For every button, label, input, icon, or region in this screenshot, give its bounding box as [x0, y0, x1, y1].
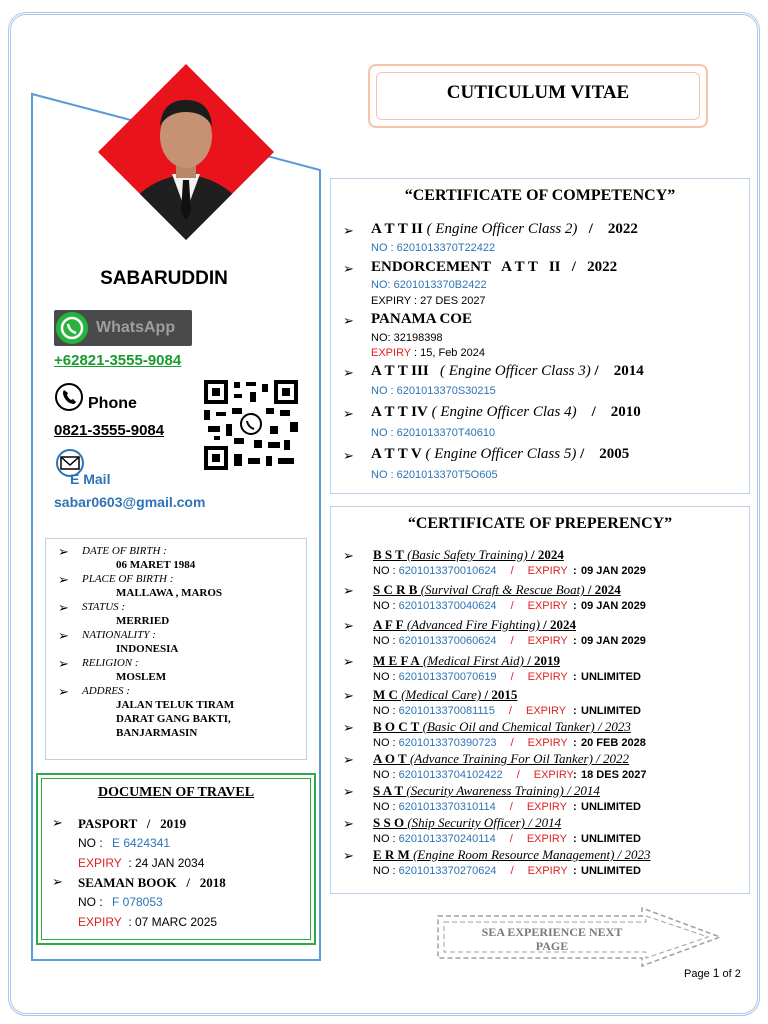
page-number — [684, 966, 741, 980]
seaman-no: F 078053 — [112, 895, 163, 909]
coc-att3-desc: ( Engine Officer Class 3) — [428, 363, 591, 379]
colon: : — [573, 565, 577, 577]
pob-label: PLACE OF BIRTH : — [82, 573, 174, 585]
religion-value: MOSLEM — [116, 671, 167, 683]
cert-year: / 2019 — [523, 653, 561, 668]
cert-number: 6201013370040624 — [398, 600, 497, 612]
proficiency-item-details — [373, 565, 646, 577]
cert-description: (Advanced Fire Fighting) — [403, 617, 540, 632]
bullet-icon: ➢ — [343, 654, 354, 669]
proficiency-item-details — [373, 865, 641, 877]
cert-year: / 2024 — [539, 617, 577, 632]
coc-endorsement-expiry: EXPIRY : 27 DES 2027 — [371, 295, 486, 307]
coc-panama-no: NO: 32198398 — [371, 332, 443, 344]
coc-panama: PANAMA COE — [371, 311, 472, 327]
coc-att4-desc: ( Engine Officer Clas 4) — [427, 404, 577, 420]
bullet-icon: ➢ — [58, 544, 69, 559]
bullet-icon: ➢ — [343, 752, 354, 767]
no-label: NO : — [373, 833, 399, 845]
qr-code-icon — [204, 380, 298, 470]
coc-att5: A T T V — [371, 446, 422, 462]
address-line3: BANJARMASIN — [116, 727, 198, 739]
proficiency-item-details — [373, 833, 641, 845]
coc-endorsement-no: NO: 6201013370B2422 — [371, 279, 487, 291]
cert-number: 6201013370390723 — [398, 737, 497, 749]
separator: / — [510, 565, 514, 577]
colon: : — [573, 635, 577, 647]
cert-code: B O C T — [373, 719, 420, 734]
colon: : — [573, 600, 577, 612]
address-label: ADDRES : — [82, 685, 130, 697]
seaman-expiry: : 07 MARC 2025 — [125, 915, 218, 929]
cert-code: M E F A — [373, 653, 420, 668]
separator: / — [510, 635, 514, 647]
expiry-label: EXPIRY — [527, 565, 568, 577]
cert-description: (Advance Training For Oil Tanker) / 2022 — [406, 751, 630, 766]
travel-documents — [36, 773, 316, 945]
bullet-icon: ➢ — [343, 365, 354, 380]
no-label: NO : — [373, 600, 399, 612]
proficiency-item-details — [373, 737, 646, 749]
cert-description: (Survival Craft & Rescue Boat) — [417, 582, 585, 597]
bullet-icon: ➢ — [343, 688, 354, 703]
colon: : — [573, 671, 577, 683]
cert-number: 6201013370060624 — [398, 635, 497, 647]
coc-att5-no: NO : 6201013370T5O605 — [371, 469, 498, 481]
bullet-icon: ➢ — [343, 313, 354, 328]
expiry-value: UNLIMITED — [581, 705, 641, 717]
seaman-no-label: NO : — [78, 895, 107, 909]
coc-att5-desc: ( Engine Officer Class 5) — [421, 446, 577, 462]
bullet-icon: ➢ — [343, 784, 354, 799]
page-current: 1 — [712, 966, 720, 980]
separator: / — [508, 705, 512, 717]
expiry-label: EXPIRY — [527, 737, 568, 749]
expiry-label: EXPIRY — [526, 833, 567, 845]
phone-icon — [54, 382, 84, 412]
expiry-value: UNLIMITED — [581, 865, 641, 877]
no-label: NO : — [373, 737, 399, 749]
whatsapp-number[interactable]: +62821-3555-9084 — [54, 352, 182, 369]
page-total: 2 — [734, 968, 741, 980]
proficiency-item-details — [373, 600, 646, 612]
title-box — [368, 64, 708, 128]
expiry-value: 09 JAN 2029 — [581, 565, 646, 577]
no-label: NO : — [373, 635, 399, 647]
no-label: NO : — [373, 769, 399, 781]
expiry-value: UNLIMITED — [581, 801, 641, 813]
email-label: E Mail — [70, 471, 111, 487]
cert-code: B S T — [373, 547, 404, 562]
email-address[interactable]: sabar0603@gmail.com — [54, 494, 206, 510]
cert-year: / 2024 — [527, 547, 564, 562]
bullet-icon: ➢ — [58, 572, 69, 587]
cert-code: S C R B — [373, 582, 418, 597]
bullet-icon: ➢ — [52, 815, 63, 830]
coc-panama-expiry — [371, 347, 485, 359]
separator: / — [510, 671, 514, 683]
candidate-name: SABARUDDIN — [100, 268, 228, 289]
bullet-icon: ➢ — [58, 600, 69, 615]
competency-section — [330, 178, 750, 494]
coc-att4-no: NO : 6201013370T40610 — [371, 427, 496, 439]
proficiency-item-details — [373, 769, 647, 781]
status-label: STATUS : — [82, 601, 126, 613]
pob-value: MALLAWA , MAROS — [116, 587, 223, 599]
proficiency-item — [373, 582, 621, 598]
bullet-icon: ➢ — [58, 656, 69, 671]
page-title: CUTICULUM VITAE — [446, 82, 630, 103]
cert-code: S S O — [373, 815, 405, 830]
expiry-value: 20 FEB 2028 — [581, 737, 646, 749]
coc-panama-expiry-label: EXPIRY — [371, 347, 411, 359]
bullet-icon: ➢ — [343, 816, 354, 831]
cert-code: E R M — [373, 847, 410, 862]
expiry-value: 09 JAN 2029 — [581, 635, 646, 647]
bullet-icon: ➢ — [343, 406, 354, 421]
colon: : — [573, 865, 577, 877]
proficiency-item — [373, 751, 629, 767]
proficiency-item — [373, 547, 564, 563]
proficiency-item — [373, 847, 651, 863]
coc-att4-year: / 2010 — [576, 404, 641, 420]
bullet-icon: ➢ — [52, 874, 63, 889]
cert-number: 6201013370070619 — [398, 671, 497, 683]
competency-heading: “CERTIFICATE OF COMPETENCY” — [404, 187, 676, 204]
dob-label: DATE OF BIRTH : — [82, 545, 167, 557]
profile-photo — [96, 62, 276, 242]
travel-heading: DOCUMEN OF TRAVEL — [97, 785, 255, 800]
status-value: MERRIED — [116, 615, 170, 627]
coc-att3: A T T III — [371, 363, 429, 379]
no-label: NO : — [373, 565, 399, 577]
cert-description: (Medical Care) — [397, 687, 482, 702]
expiry-value: 18 DES 2027 — [581, 769, 647, 781]
bullet-icon: ➢ — [343, 618, 354, 633]
coc-att2-desc: ( Engine Officer Class 2) — [422, 221, 578, 237]
proficiency-item — [373, 653, 560, 669]
seaman-expiry-label: EXPIRY — [78, 915, 122, 929]
coc-att2-no: NO : 6201013370T22422 — [371, 242, 496, 254]
bullet-icon: ➢ — [343, 261, 354, 276]
no-label: NO : — [373, 671, 399, 683]
bullet-icon: ➢ — [58, 684, 69, 699]
cert-description: (Medical First Aid) — [419, 653, 524, 668]
separator: / — [510, 600, 514, 612]
cert-number: 6201013370310114 — [398, 801, 496, 813]
passport-no: E 6424341 — [112, 836, 171, 850]
proficiency-item — [373, 687, 517, 703]
cert-code: M C — [373, 687, 398, 702]
colon: : — [573, 705, 577, 717]
address-line2: DARAT GANG BAKTI, — [116, 713, 231, 725]
nationality-value: INDONESIA — [116, 643, 179, 655]
bullet-icon: ➢ — [343, 720, 354, 735]
cert-number: 62010133704102422 — [398, 769, 503, 781]
expiry-value: UNLIMITED — [581, 833, 641, 845]
separator: / — [510, 865, 514, 877]
expiry-label: EXPIRY — [526, 801, 567, 813]
separator: / — [509, 801, 513, 813]
cert-number: 6201013370081115 — [398, 705, 495, 717]
coc-att3-year: / 2014 — [590, 363, 644, 379]
colon: : — [573, 833, 577, 845]
separator: / — [509, 833, 513, 845]
religion-label: RELIGION : — [82, 657, 139, 669]
no-label: NO : — [373, 705, 399, 717]
bullet-icon: ➢ — [343, 448, 354, 463]
coc-att3-no: NO : 6201013370S30215 — [371, 385, 496, 397]
bullet-icon: ➢ — [343, 548, 354, 563]
no-label: NO : — [373, 801, 399, 813]
proficiency-section — [330, 506, 750, 894]
expiry-label: EXPIRY — [527, 635, 568, 647]
whatsapp-badge[interactable] — [54, 310, 192, 346]
nationality-label: NATIONALITY : — [82, 629, 156, 641]
seaman-book-title: SEAMAN BOOK / 2018 — [78, 875, 226, 890]
passport-expiry-label: EXPIRY — [78, 856, 122, 870]
expiry-value: 09 JAN 2029 — [581, 600, 646, 612]
coc-att2: A T T II — [371, 221, 423, 237]
coc-att4: A T T IV — [371, 404, 428, 420]
proficiency-item — [373, 815, 561, 831]
cert-description: (Basic Safety Training) — [403, 547, 528, 562]
bullet-icon: ➢ — [343, 223, 354, 238]
expiry-label: EXPIRY — [527, 600, 568, 612]
cert-description: (Ship Security Officer) / 2014 — [404, 815, 562, 830]
proficiency-item-details — [373, 635, 646, 647]
proficiency-item — [373, 719, 631, 735]
proficiency-heading: “CERTIFICATE OF PREPERENCY” — [407, 515, 673, 532]
expiry-label: EXPIRY — [527, 865, 568, 877]
separator: / — [510, 737, 514, 749]
proficiency-item-details — [373, 671, 641, 683]
whatsapp-label: WhatsApp — [96, 319, 176, 336]
passport-no-label: NO : — [78, 836, 107, 850]
coc-att5-year: / 2005 — [576, 446, 630, 462]
personal-details — [45, 538, 307, 760]
expiry-value: UNLIMITED — [581, 671, 641, 683]
cert-number: 6201013370270624 — [398, 865, 497, 877]
address-line1: JALAN TELUK TIRAM — [116, 699, 235, 711]
next-page-line1: SEA EXPERIENCE NEXT — [481, 925, 623, 939]
cert-number: 6201013370240114 — [398, 833, 496, 845]
cert-description: (Engine Room Resource Management) / 2023 — [409, 847, 651, 862]
proficiency-item-details — [373, 801, 641, 813]
coc-endorsement: ENDORCEMENT A T T II / 2022 — [371, 259, 618, 275]
bullet-icon: ➢ — [343, 583, 354, 598]
next-page-line2: PAGE — [535, 939, 569, 953]
page-prefix: Page — [684, 968, 713, 980]
cert-code: A O T — [373, 751, 407, 766]
colon: : — [573, 769, 577, 781]
dob-value: 06 MARET 1984 — [116, 559, 196, 571]
cert-number: 6201013370010624 — [398, 565, 497, 577]
cert-description: (Basic Oil and Chemical Tanker) / 2023 — [419, 719, 631, 734]
whatsapp-icon — [56, 312, 88, 344]
bullet-icon: ➢ — [343, 848, 354, 863]
no-label: NO : — [373, 865, 399, 877]
expiry-label: EXPIRY — [527, 671, 568, 683]
proficiency-item — [373, 783, 600, 799]
cert-year: / 2024 — [584, 582, 621, 597]
coc-att2-year: / 2022 — [577, 221, 638, 237]
expiry-label: EXPIRY — [525, 705, 567, 717]
colon: : — [573, 801, 577, 813]
passport-expiry: : 24 JAN 2034 — [125, 856, 205, 870]
phone-label: Phone — [88, 395, 137, 412]
expiry-label: EXPIRY — [533, 769, 574, 781]
cert-code: S A T — [373, 783, 404, 798]
passport-title: PASPORT / 2019 — [78, 816, 187, 831]
next-page-label — [452, 925, 652, 953]
colon: : — [573, 737, 577, 749]
proficiency-item — [373, 617, 576, 633]
phone-number[interactable]: 0821-3555-9084 — [54, 422, 165, 439]
proficiency-item-details — [373, 705, 641, 717]
cert-code: A F F — [373, 617, 404, 632]
cert-year: / 2015 — [481, 687, 518, 702]
separator: / — [516, 769, 520, 781]
page-middle: of — [719, 968, 735, 980]
cert-description: (Security Awareness Training) / 2014 — [403, 783, 600, 798]
coc-panama-expiry-value: : 15, Feb 2024 — [410, 347, 485, 359]
coc-item-title — [371, 221, 638, 238]
bullet-icon: ➢ — [58, 628, 69, 643]
